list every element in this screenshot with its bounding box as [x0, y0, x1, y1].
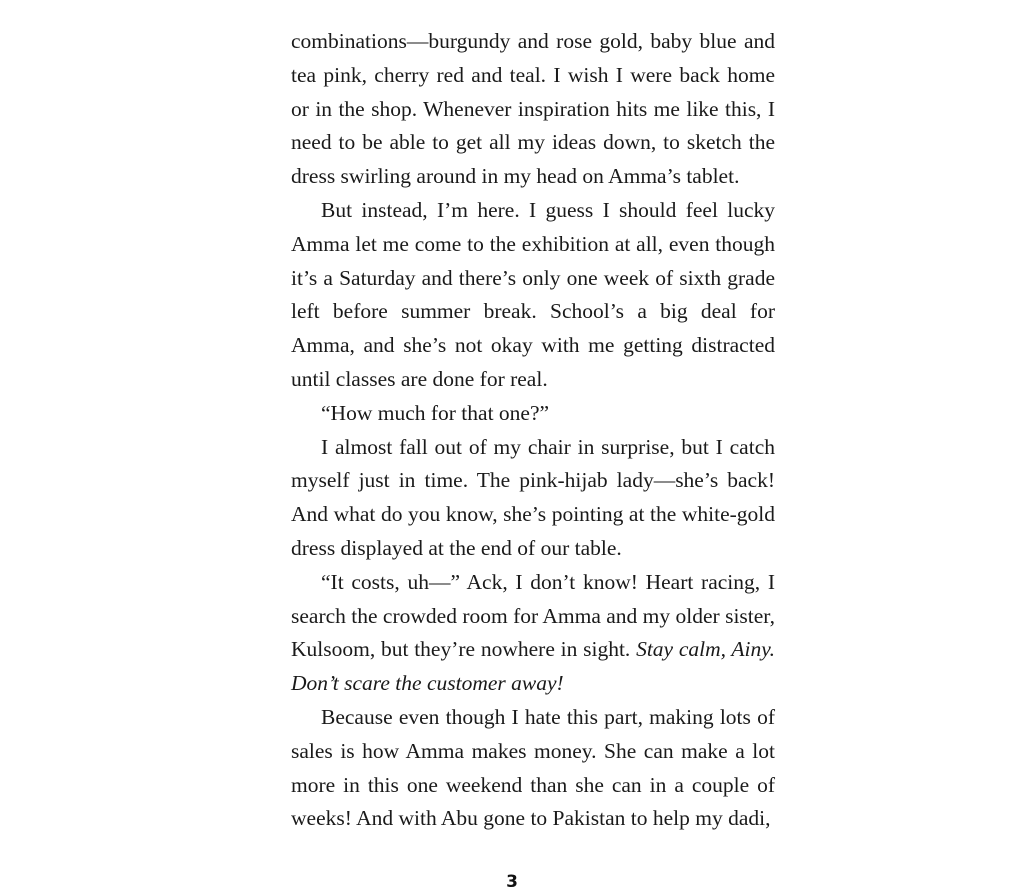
paragraph-4-text: I almost fall out of my chair in surprise, but I catch myself just in time. The pink-hijab lady—she’s back! And what do you know, she’s pointing at the white-gold dress displayed at the end of our table.	[291, 434, 775, 560]
paragraph-2-text: But instead, I’m here. I guess I should feel lucky Amma let me come to the exhibition at all, even though it’s a Saturday and there’s only one week of sixth grade left before summer break. School’s a big deal for Amma, and she’s not okay with me getting distracted until classes are done for real.	[291, 197, 775, 391]
paragraph-6-text: Because even though I hate this part, making lots of sales is how Amma makes money. She can make a lot more in this one weekend than she can in a couple of weeks! And with Abu gone to Pakistan to help my dadi,	[291, 704, 775, 831]
paragraph-6	[291, 701, 775, 836]
paragraph-5-italic-text: Stay calm, Ainy. Don’t scare the customer away!	[291, 637, 775, 696]
paragraph-1	[291, 25, 775, 194]
paragraph-5-text: “It costs, uh—” Ack, I don’t know! Heart racing, I search the crowded room for Amma and my older sister, Kulsoom, but they’re nowhere in sight.	[291, 569, 775, 662]
page-number: 3	[506, 872, 518, 892]
paragraph-1-text: combinations—burgundy and rose gold, baby blue and tea pink, cherry red and teal. I wish I were back home or in the shop. Whenever inspiration hits me like this, I need to be able to get all my ideas down, to sketch the dress swirling around in my head on Amma’s tablet.	[291, 29, 775, 189]
paragraph-5	[291, 566, 775, 701]
paragraph-3-text: “How much for that one?”	[321, 400, 550, 425]
paragraph-2	[291, 194, 775, 397]
paragraph-4	[291, 431, 775, 566]
text-column	[291, 25, 775, 836]
paragraph-3	[291, 397, 775, 431]
